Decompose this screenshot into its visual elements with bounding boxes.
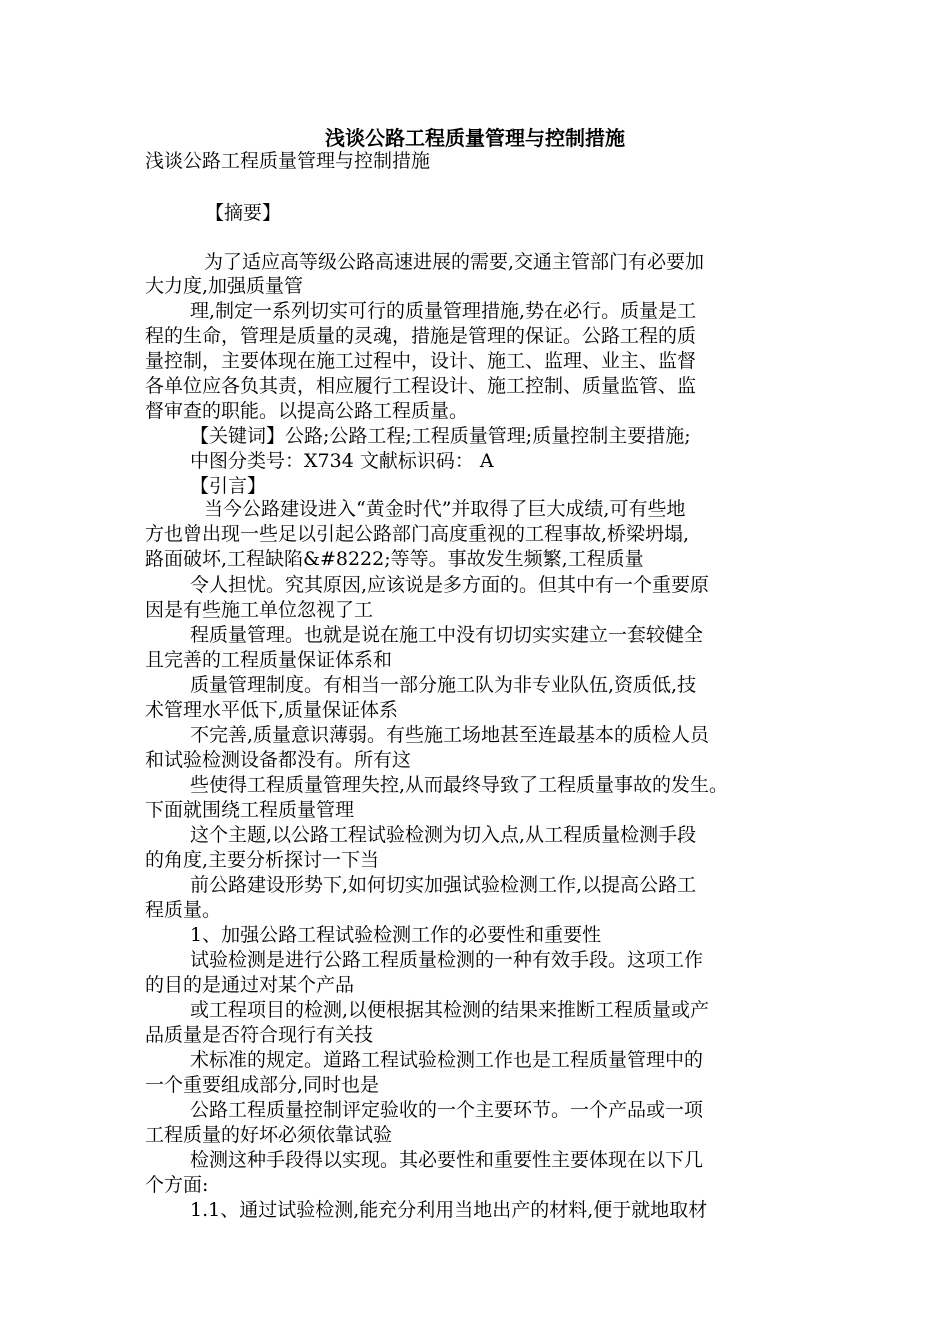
subsection-line: 1.1、通过试验检测,能充分利用当地出产的材料,便于就地取材: [190, 1199, 708, 1221]
paragraph-line: 各单位应各负其责，相应履行工程设计、施工控制、质量监管、监: [145, 375, 697, 397]
paragraph-line: 理,制定一系列切实可行的质量管理措施,势在必行。质量是工: [190, 300, 697, 322]
paragraph-line: 程质量。: [145, 899, 222, 921]
paragraph-line: 试验检测是进行公路工程质量检测的一种有效手段。这项工作: [190, 949, 704, 971]
paragraph-line: 一个重要组成部分,同时也是: [145, 1074, 380, 1096]
document-title: 浅谈公路工程质量管理与控制措施: [325, 126, 625, 150]
paragraph-line: 检测这种手段得以实现。其必要性和重要性主要体现在以下几: [190, 1149, 704, 1171]
paragraph-line: 下面就围绕工程质量管理: [145, 799, 355, 821]
paragraph-line: 术管理水平低下,质量保证体系: [145, 699, 399, 721]
paragraph-line: 这个主题,以公路工程试验检测为切入点,从工程质量检测手段: [190, 824, 697, 846]
subtitle-line: 浅谈公路工程质量管理与控制措施: [145, 150, 431, 172]
section-heading: 1、加强公路工程试验检测工作的必要性和重要性: [190, 924, 602, 946]
paragraph-line: 路面破坏,工程缺陷&#8222;等等。事故发生频繁,工程质量: [145, 548, 644, 570]
paragraph-line: 令人担忧。究其原因,应该说是多方面的。但其中有一个重要原: [190, 574, 710, 596]
paragraph-line: 程质量管理。也就是说在施工中没有切切实实建立一套较健全: [190, 624, 704, 646]
paragraph-line: 量控制，主要体现在施工过程中，设计、施工、监理、业主、监督: [145, 350, 697, 372]
paragraph-line: 程的生命，管理是质量的灵魂，措施是管理的保证。公路工程的质: [145, 325, 697, 347]
paragraph-line: 或工程项目的检测,以便根据其检测的结果来推断工程质量或产: [190, 999, 710, 1021]
paragraph-line: 术标准的规定。道路工程试验检测工作也是工程质量管理中的: [190, 1049, 704, 1071]
paragraph-line: 个方面:: [145, 1174, 209, 1196]
paragraph-line: 公路工程质量控制评定验收的一个主要环节。一个产品或一项: [190, 1099, 704, 1121]
introduction-heading: 【引言】: [190, 475, 267, 497]
paragraph-line: 的角度,主要分析探讨一下当: [145, 849, 380, 871]
abstract-heading: 【摘要】: [205, 202, 282, 224]
paragraph-line: 且完善的工程质量保证体系和: [145, 649, 393, 671]
paragraph-line: 些使得工程质量管理失控,从而最终导致了工程质量事故的发生。: [190, 774, 729, 796]
paragraph-line: 为了适应高等级公路高速进展的需要,交通主管部门有必要加: [204, 251, 705, 273]
keywords-line: 【关键词】公路;公路工程;工程质量管理;质量控制主要措施;: [190, 425, 691, 447]
paragraph-line: 不完善,质量意识薄弱。有些施工场地甚至连最基本的质检人员: [190, 724, 710, 746]
paragraph-line: 因是有些施工单位忽视了工: [145, 599, 374, 621]
paragraph-line: 督审查的职能。以提高公路工程质量。: [145, 400, 469, 422]
paragraph-line: 质量管理制度。有相当一部分施工队为非专业队伍,资质低,技: [190, 674, 697, 696]
paragraph-line: 当今公路建设进入“黄金时代”并取得了巨大成绩,可有些地: [204, 498, 686, 520]
paragraph-line: 方也曾出现一些足以引起公路部门高度重视的工程事故,桥梁坍塌,: [145, 523, 690, 545]
paragraph-line: 大力度,加强质量管: [145, 275, 304, 297]
paragraph-line: 前公路建设形势下,如何切实加强试验检测工作,以提高公路工: [190, 874, 697, 896]
paragraph-line: 品质量是否符合现行有关技: [145, 1024, 374, 1046]
classification-line: 中图分类号：X734 文献标识码： A: [190, 450, 494, 472]
paragraph-line: 的目的是通过对某个产品: [145, 974, 355, 996]
paragraph-line: 工程质量的好坏必须依靠试验: [145, 1124, 393, 1146]
paragraph-line: 和试验检测设备都没有。所有这: [145, 749, 412, 771]
